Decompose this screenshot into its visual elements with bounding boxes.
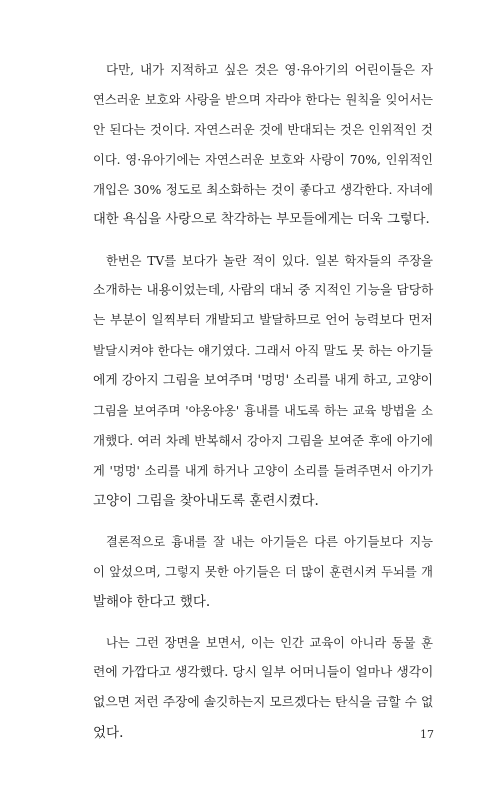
text-line: 그림을 보여주며 '야옹야옹' 흉내를 내도록 하는 교육 방법을 소 [93,404,433,418]
text-line: 는 부분이 일찍부터 개발되고 발달하므로 언어 능력보다 먼저 [93,313,433,328]
paragraph-spacer [93,235,433,246]
text-line: 발달시켜야 한다는 얘기였다. 그래서 아직 말도 못 하는 아기들 [93,343,433,358]
text-line: 었다. [93,725,124,741]
text-line: 대한 욕심을 사랑으로 착각하는 부모들에게는 더욱 그렇다. [93,212,430,227]
text-line: 나는 그런 장면을 보면서, 이는 인간 교육이 아니라 동물 훈 [106,636,433,650]
body-text [93,55,433,748]
paragraph [93,527,433,617]
text-line: 이 앞섰으며, 그렇지 못한 아기들은 더 많이 훈련시켜 두뇌를 개 [93,565,433,579]
page-number: 17 [420,728,434,741]
text-line: 없으면 저런 주장에 솔깃하는지 모르겠다는 탄식을 금할 수 없 [93,695,434,710]
paragraph-spacer [93,617,433,628]
text-line: 다만, 내가 지적하고 싶은 것은 영·유아기의 어린이들은 자 [106,62,433,77]
text-line: 소개하는 내용이었는데, 사람의 대뇌 중 지적인 기능을 담당하 [93,283,434,298]
text-line: 안 된다는 것이다. 자연스러운 것에 반대되는 것은 인위적인 것 [93,122,433,137]
paragraph [93,246,433,516]
paragraph-spacer [93,516,433,527]
paragraph [93,55,433,235]
text-line: 발해야 한다고 했다. [93,594,211,610]
text-line: 개했다. 여러 차례 반복해서 강아지 그림을 보여준 후에 아기에 [93,433,433,448]
text-line: 결론적으로 흉내를 잘 내는 아기들은 다른 아기들보다 지능 [106,535,433,549]
text-line: 에게 강아지 그림을 보여주며 '멍멍' 소리를 내게 하고, 고양이 [93,373,433,388]
text-line: 련에 가깝다고 생각했다. 당시 일부 어머니들이 얼마나 생각이 [93,665,434,680]
text-line: 게 '멍멍' 소리를 내게 하거나 고양이 소리를 들려주면서 아기가 [93,464,433,478]
paragraph [93,628,433,748]
text-line: 개입은 30% 정도로 최소화하는 것이 좋다고 생각한다. 자녀에 [93,182,433,197]
text-line: 한번은 TV를 보다가 놀란 적이 있다. 일본 학자들의 주장을 [106,254,433,268]
text-line: 고양이 그림을 찾아내도록 훈련시켰다. [93,493,319,509]
text-line: 연스러운 보호와 사랑을 받으며 자라야 한다는 원칙을 잊어서는 [93,93,433,107]
text-line: 이다. 영·유아기에는 자연스러운 보호와 사랑이 70%, 인위적인 [93,153,433,167]
